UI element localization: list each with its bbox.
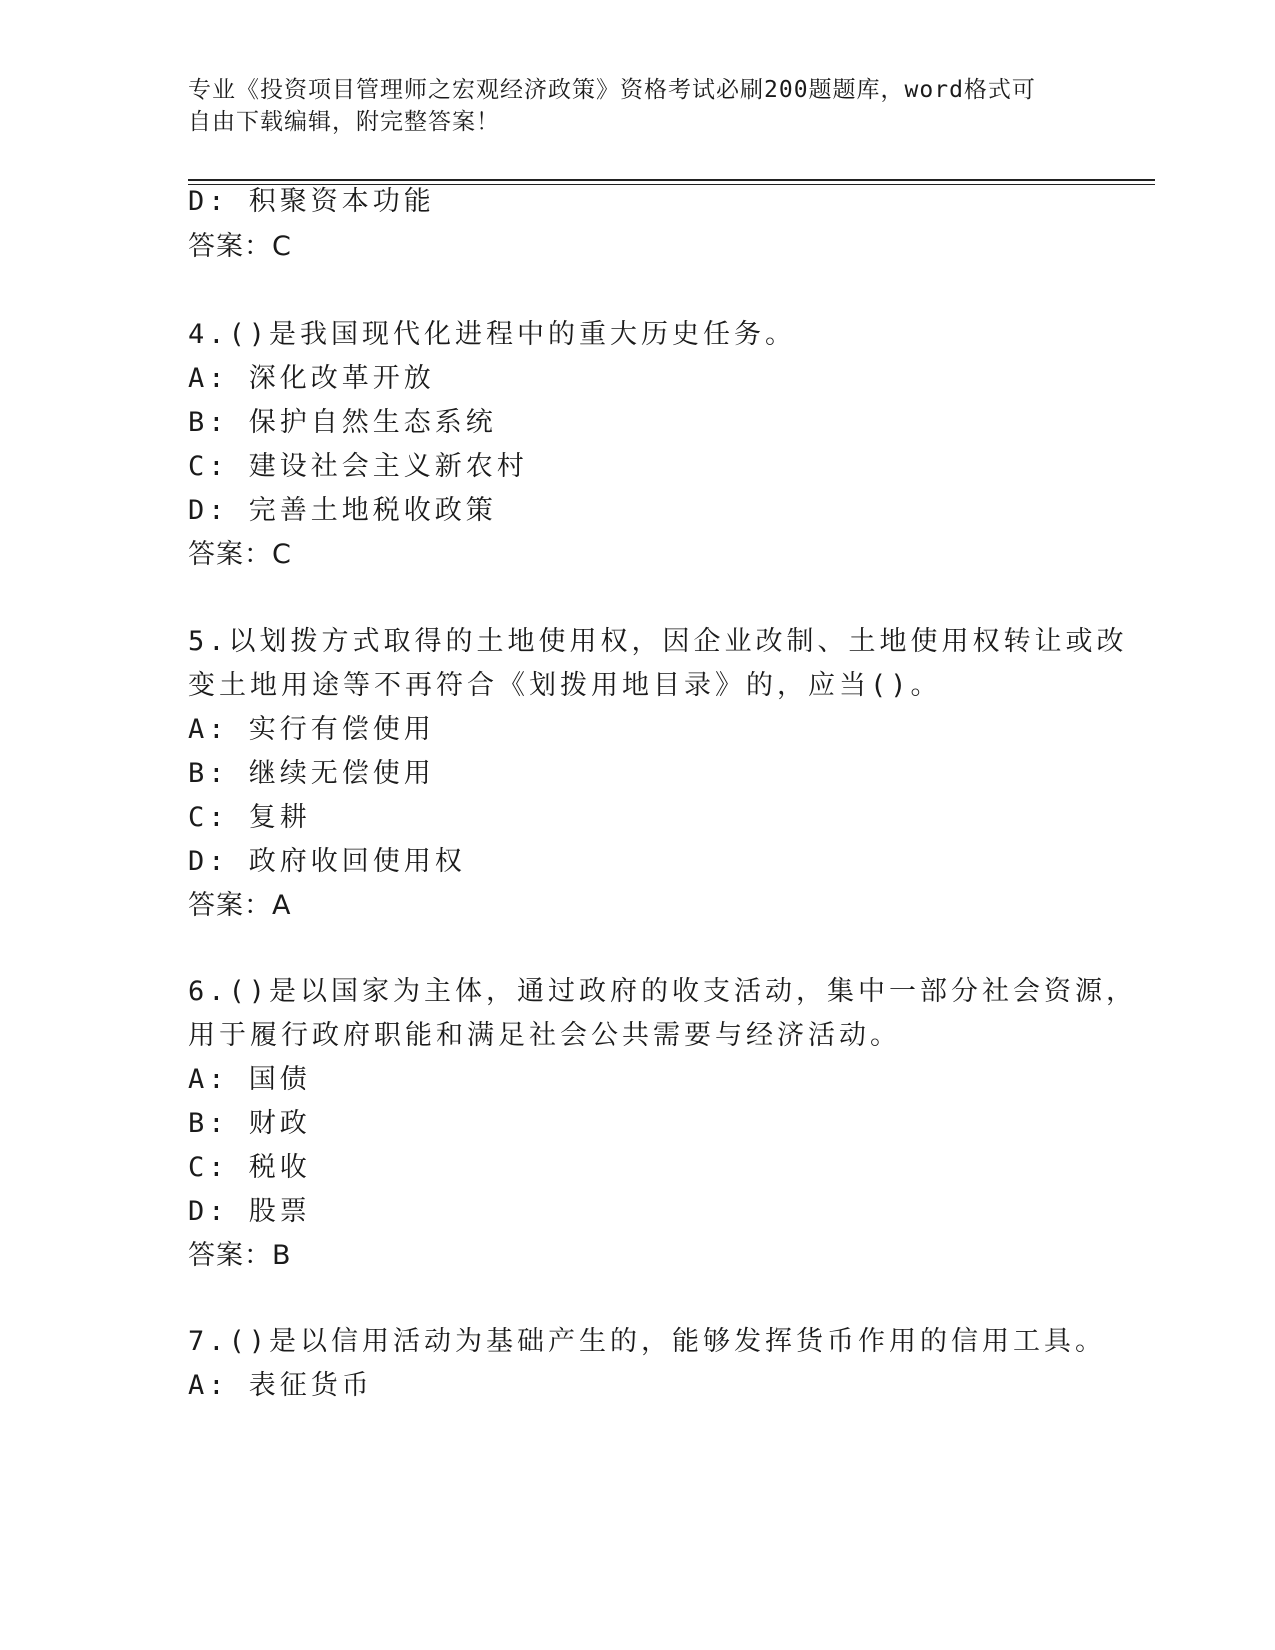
q3-answer: 答案：C bbox=[188, 231, 292, 262]
q5-option-b: B: 继续无偿使用 bbox=[188, 758, 435, 789]
document-header bbox=[188, 74, 1068, 138]
q5-option-c: C: 复耕 bbox=[188, 802, 311, 833]
q7-stem: 7.()是以信用活动为基础产生的，能够发挥货币作用的信用工具。 bbox=[188, 1326, 1107, 1357]
q5-option-d: D: 政府收回使用权 bbox=[188, 846, 466, 877]
q6-stem-line-1: 6.()是以国家为主体，通过政府的收支活动，集中一部分社会资源， bbox=[188, 976, 1138, 1007]
q6-option-d: D: 股票 bbox=[188, 1196, 311, 1227]
q4-option-b: B: 保护自然生态系统 bbox=[188, 407, 497, 438]
q5-stem-line-2: 变土地用途等不再符合《划拨用地目录》的，应当()。 bbox=[188, 670, 942, 701]
q4-option-a: A: 深化改革开放 bbox=[188, 363, 435, 394]
q4-option-d: D: 完善土地税收政策 bbox=[188, 495, 497, 526]
header-line-1: 专业《投资项目管理师之宏观经济政策》资格考试必刷200题题库，word格式可 bbox=[188, 77, 1036, 103]
q5-option-a: A: 实行有偿使用 bbox=[188, 714, 435, 745]
header-rule-thick bbox=[188, 179, 1155, 181]
q4-stem: 4.()是我国现代化进程中的重大历史任务。 bbox=[188, 319, 797, 350]
header-line-2: 自由下载编辑，附完整答案！ bbox=[188, 109, 500, 135]
q4-answer: 答案：C bbox=[188, 539, 292, 570]
q6-option-b: B: 财政 bbox=[188, 1108, 311, 1139]
q6-answer: 答案：B bbox=[188, 1240, 292, 1271]
q3-option-d: D: 积聚资本功能 bbox=[188, 186, 435, 217]
q6-option-c: C: 税收 bbox=[188, 1152, 311, 1183]
q5-stem-line-1: 5.以划拨方式取得的土地使用权，因企业改制、土地使用权转让或改 bbox=[188, 626, 1128, 657]
q5-answer: 答案：A bbox=[188, 890, 292, 921]
q6-stem-line-2: 用于履行政府职能和满足社会公共需要与经济活动。 bbox=[188, 1020, 901, 1051]
q6-option-a: A: 国债 bbox=[188, 1064, 311, 1095]
q7-option-a: A: 表征货币 bbox=[188, 1370, 373, 1401]
q4-option-c: C: 建设社会主义新农村 bbox=[188, 451, 528, 482]
